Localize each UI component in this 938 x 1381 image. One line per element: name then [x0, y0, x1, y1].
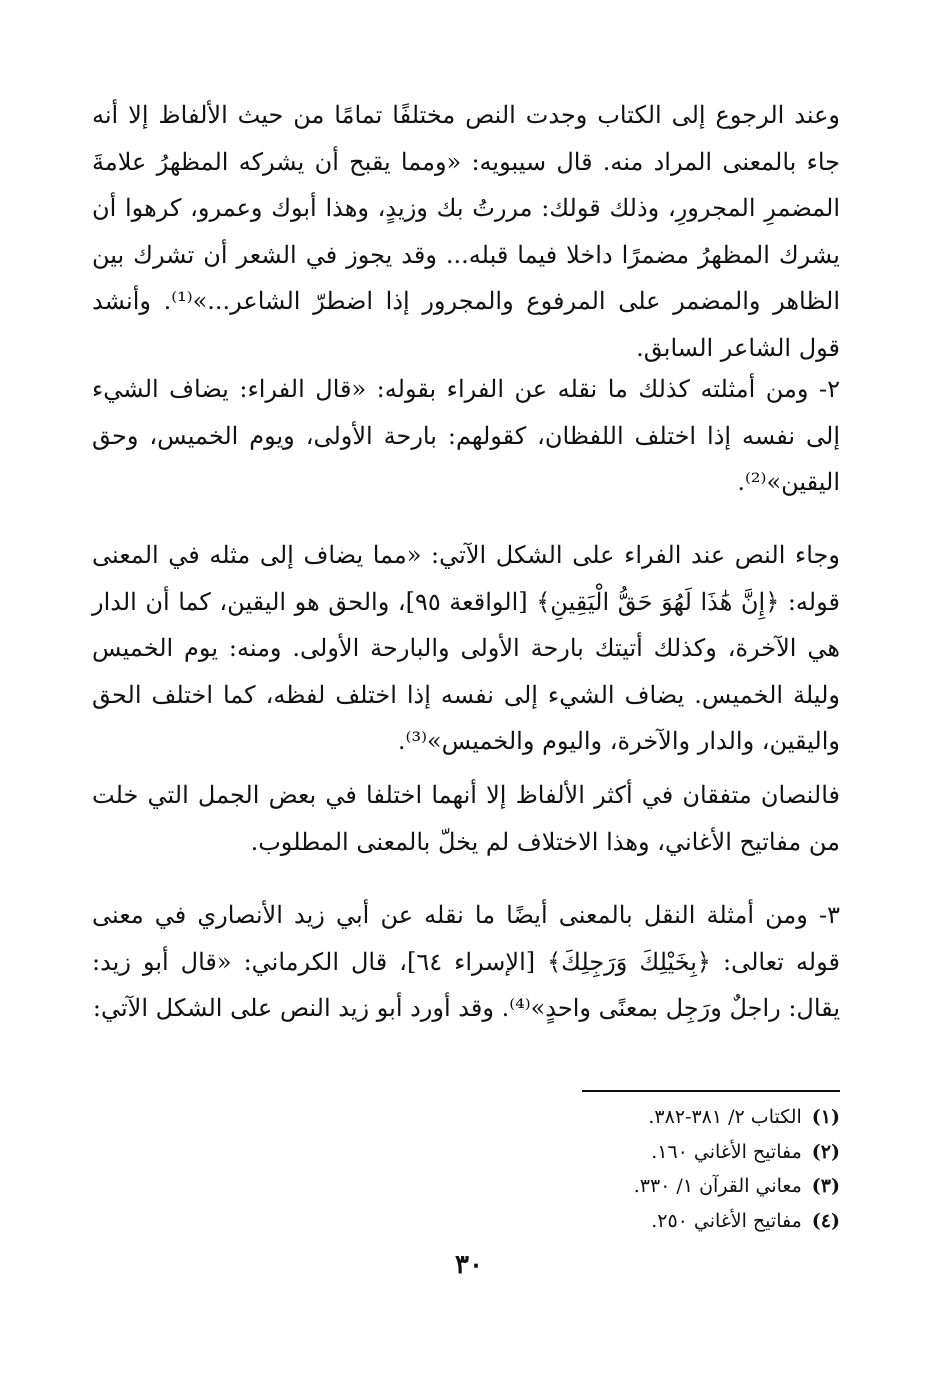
- footnote-text: مفاتيح الأغاني ٢٥٠.: [651, 1209, 802, 1232]
- paragraph-5: ٣- ومن أمثلة النقل بالمعنى أيضًا ما نقله عن أبي زيد الأنصاري في معنى قوله تعالى: ﴿بِخَيْلِكَ وَرَجِلِكَ﴾ [الإسراء ٦٤]، قال الكرماني: «قال أبو زيد: يقال: راجلٌ ورَجِل بمعنًى واحدٍ»⁽⁴⁾. وقد أورد أبو زيد النص على الشكل الآتي:: [92, 901, 840, 1022]
- footnote-text: الكتاب ٢/ ٣٨١-٣٨٢.: [648, 1106, 802, 1128]
- footnote-number: (١): [811, 1106, 840, 1128]
- footnote-separator: [582, 1090, 840, 1092]
- footnote-text: مفاتيح الأغاني ١٦٠.: [651, 1140, 802, 1163]
- footnote-number: (٢): [811, 1140, 840, 1163]
- paragraph-3: وجاء النص عند الفراء على الشكل الآتي: «مما يضاف إلى مثله في المعنى قوله: ﴿إِنَّ هَٰذَا لَهُوَ حَقُّ الْيَقِينِ﴾ [الواقعة ٩٥]، والحق هو اليقين، كما أن الدار هي الآخرة، وكذلك أتيتك بارحة الأولى والبارحة الأولى. ومنه: يوم الخميس وليلة الخميس. يضاف الشيء إلى نفسه إذا اختلف لفظه، كما اختلف الحق واليقين، والدار والآخرة، واليوم والخميس»⁽³⁾.: [92, 541, 840, 755]
- footnote-item: [634, 1100, 840, 1135]
- footnotes-list: [634, 1100, 840, 1238]
- paragraph-2: ٢- ومن أمثلته كذلك ما نقله عن الفراء بقوله: «قال الفراء: يضاف الشيء إلى نفسه إذا اختلف اللفظان، كقولهم: بارحة الأولى، ويوم الخميس، وحق اليقين»⁽²⁾.: [92, 375, 840, 496]
- footnote-item: [634, 1135, 840, 1170]
- footnote-number: (٣): [811, 1175, 840, 1197]
- footnote-number: (٤): [811, 1209, 840, 1232]
- page-number: ٣٠: [455, 1250, 483, 1280]
- footnote-text: معاني القرآن ١/ ٣٣٠.: [633, 1175, 802, 1197]
- footnote-item: [634, 1204, 840, 1239]
- footnote-item: [634, 1169, 840, 1204]
- paragraph-1: وعند الرجوع إلى الكتاب وجدت النص مختلفًا تمامًا من حيث الألفاظ إلا أنه جاء بالمعنى المراد منه. قال سيبويه: «ومما يقبح أن يشركه المظهرُ علامةَ المضمرِ المجرورِ، وذلك قولك: مررتُ بك وزيدٍ، وهذا أبوك وعمرو، كرهوا أن يشرك المظهرُ مضمرًا داخلا فيما قبله... وقد يجوز في الشعر أن تشرك بين الظاهر والمضمر على المرفوع والمجرور إذا اضطرّ الشاعر...»⁽¹⁾. وأنشد قول الشاعر السابق.: [92, 101, 841, 362]
- paragraph-4: فالنصان متفقان في أكثر الألفاظ إلا أنهما اختلفا في بعض الجمل التي خلت من مفاتيح الأغاني، وهذا الاختلاف لم يخلّ بالمعنى المطلوب.: [92, 781, 840, 856]
